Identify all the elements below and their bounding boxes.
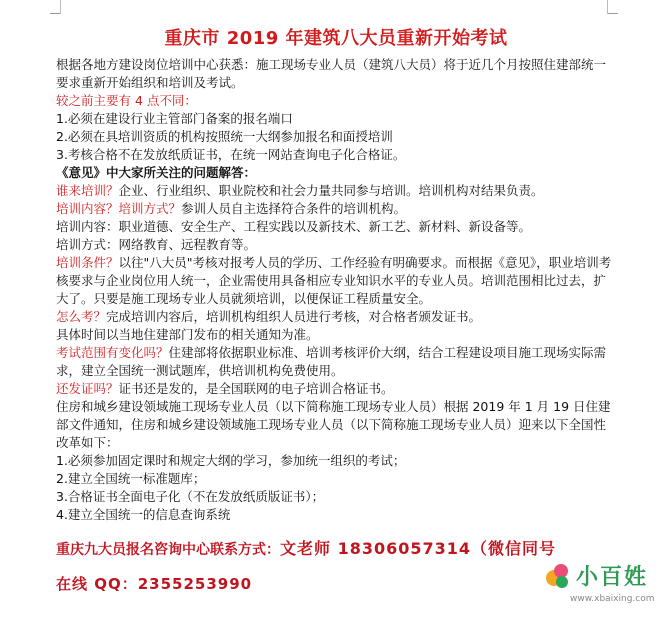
notice-paragraph: 住房和城乡建设领域施工现场专业人员（以下简称施工现场专业人员）根据 2019 年 1 月 19 日住建部文件通知，住房和城乡建设领域施工现场专业人员（以下简称施工现场专业人员）迎来以下全国性改革如下： bbox=[56, 399, 611, 450]
faq-exam-time: 具体时间以当地住建部门发布的相关通知为准。 bbox=[56, 327, 319, 342]
reform-item-2: 2.建立全国统一标准题库； bbox=[56, 471, 206, 486]
faq-who-answer: 企业、行业组织、职业院校和社会力量共同参与培训。培训机构对结果负责。 bbox=[118, 183, 544, 198]
page-corner-mark-right bbox=[607, 0, 668, 14]
faq-exam bbox=[56, 308, 616, 326]
faq-conditions bbox=[56, 254, 616, 308]
faq-scope bbox=[56, 344, 616, 380]
faq-content-answer: 培训内容：职业道德、安全生产、工程实践以及新技术、新工艺、新材料、新设备等。 bbox=[56, 219, 532, 234]
qq-line: 在线 QQ：2355253990 bbox=[56, 575, 253, 593]
faq-certificate-answer: 证书还是发的，是全国联网的电子培训合格证书。 bbox=[118, 381, 394, 396]
reform-item-3: 3.合格证书全面电子化（不在发放纸质版证书）； bbox=[56, 489, 325, 504]
document-body bbox=[56, 14, 616, 594]
document-title: 重庆市 2019 年建筑八大员重新开始考试 bbox=[164, 28, 508, 49]
difference-item-3: 3.考核合格不在发放纸质证书，在统一网站查询电子化合格证。 bbox=[56, 147, 406, 162]
watermark-text: 小百姓 bbox=[576, 565, 649, 590]
faq-scope-answer: 住建部将依据职业标准、培训考核评价大纲，结合工程建设项目施工现场实际需求，建立全国统一测试题库，供培训机构免费使用。 bbox=[56, 345, 607, 378]
intro-paragraph: 根据各地方建设岗位培训中心获悉：施工现场专业人员（建筑八大员）将于近几个月按照住建部统一要求重新开始组织和培训及考试。 bbox=[56, 57, 607, 90]
difference-item-2: 2.必须在具培训资质的机构按照统一大纲参加报名和面授培训 bbox=[56, 129, 393, 144]
faq-heading: 《意见》中大家所关注的问题解答： bbox=[56, 165, 257, 180]
faq-method-answer: 参训人员自主选择符合条件的培训机构。 bbox=[181, 201, 407, 216]
faq-who bbox=[56, 182, 616, 200]
faq-conditions-answer: 以往"八大员"考核对报考人员的学历、工作经验有明确要求。而根据《意见》，职业培训考核要求与企业岗位用人统一，企业需使用具备相应专业知识水平的专业人员。培训范围相比过去，扩大了。只要是施工现场专业人员就须培训，以便保证工程质量安全。 bbox=[56, 255, 612, 306]
contact-line bbox=[56, 536, 616, 559]
faq-conditions-question: 培训条件？ bbox=[56, 255, 119, 270]
leaf-logo-icon bbox=[544, 564, 572, 592]
watermark-logo bbox=[544, 560, 654, 618]
faq-method-detail: 培训方式：网络教育、远程教育等。 bbox=[56, 237, 257, 252]
faq-certificate bbox=[56, 380, 616, 398]
contact-label: 重庆九大员报名咨询中心联系方式： bbox=[56, 542, 280, 558]
reform-item-4: 4.建立全国统一的信息查询系统 bbox=[56, 507, 231, 522]
faq-certificate-question: 还发证吗？ bbox=[56, 381, 119, 396]
differences-heading: 较之前主要有 4 点不同： bbox=[56, 93, 197, 108]
faq-who-question: 谁来培训？ bbox=[56, 183, 119, 198]
reform-item-1: 1.必须参加固定课时和规定大纲的学习，参加统一组织的考试； bbox=[56, 453, 406, 468]
faq-content-question: 培训内容？ bbox=[56, 201, 119, 216]
difference-item-1: 1.必须在建设行业主管部门备案的报名端口 bbox=[56, 111, 293, 126]
faq-method-question: 培训方式？ bbox=[118, 201, 182, 216]
page-corner-mark-left bbox=[0, 0, 61, 14]
contact-name-phone: 文老师 18306057314（微信同号 bbox=[280, 539, 557, 558]
watermark-url: www.xbaixing.com bbox=[570, 594, 655, 604]
faq-exam-question: 怎么考？ bbox=[56, 309, 107, 324]
faq-scope-question: 考试范围有变化吗？ bbox=[56, 345, 169, 360]
faq-exam-answer: 完成培训内容后，培训机构组织人员进行考核，对合格者颁发证书。 bbox=[106, 309, 482, 324]
faq-content-method bbox=[56, 200, 616, 218]
